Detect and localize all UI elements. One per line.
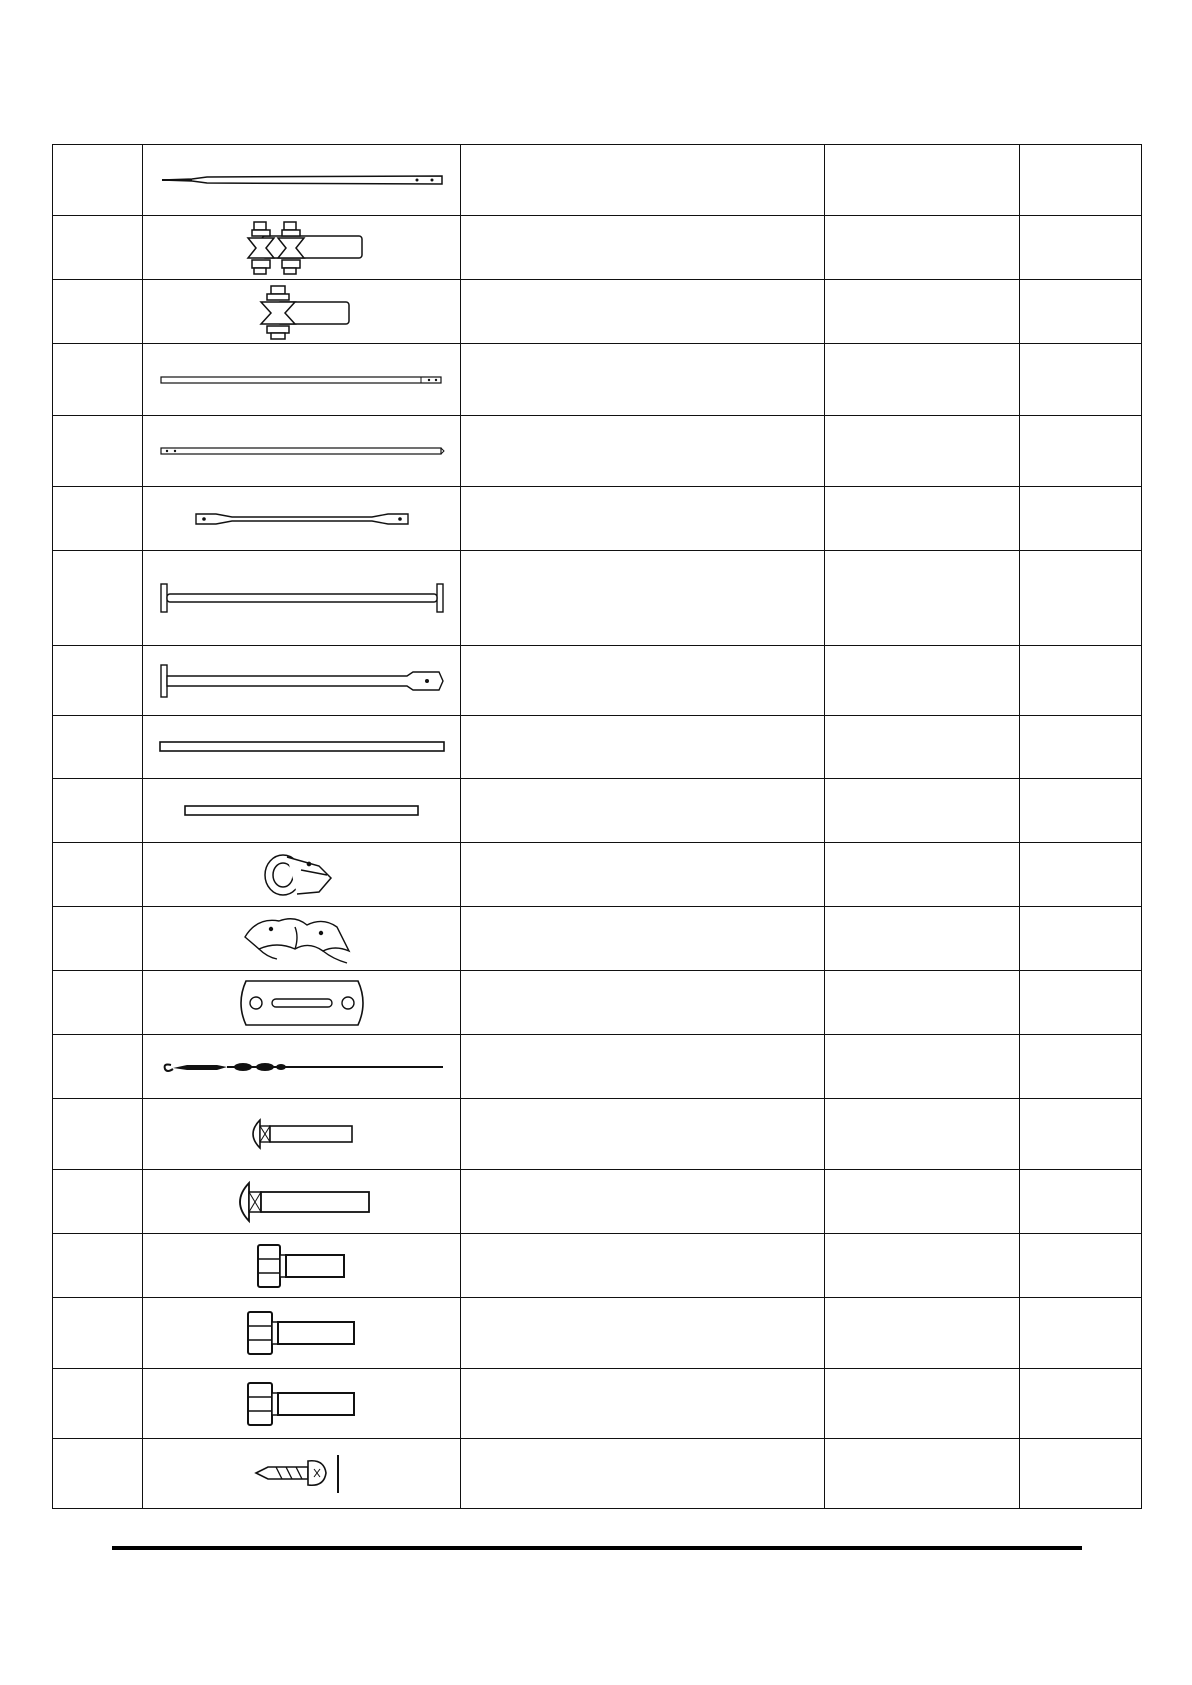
description-cell bbox=[461, 551, 825, 646]
part-illustration-cell bbox=[143, 779, 461, 843]
turnbuckle-cable-icon bbox=[157, 1055, 447, 1079]
quantity-cell bbox=[1020, 646, 1142, 716]
quantity-cell bbox=[1020, 416, 1142, 487]
quantity-cell bbox=[1020, 145, 1142, 216]
quantity-cell bbox=[1020, 1234, 1142, 1298]
quantity-cell bbox=[1020, 971, 1142, 1035]
part-illustration-cell bbox=[143, 971, 461, 1035]
description-cell bbox=[461, 1170, 825, 1234]
description-cell bbox=[461, 487, 825, 551]
spec-cell bbox=[825, 280, 1020, 344]
tapered-rod-icon bbox=[152, 168, 452, 192]
part-illustration-cell bbox=[143, 145, 461, 216]
table-row bbox=[53, 145, 1142, 216]
hex-bolt-large-icon bbox=[242, 1379, 362, 1429]
quantity-cell bbox=[1020, 716, 1142, 779]
t-end-flat-bar-icon bbox=[157, 661, 447, 701]
part-illustration-cell bbox=[143, 907, 461, 971]
part-number-cell bbox=[53, 551, 143, 646]
double-roller-bracket-icon bbox=[232, 218, 372, 278]
description-cell bbox=[461, 843, 825, 907]
quantity-cell bbox=[1020, 907, 1142, 971]
part-illustration-cell bbox=[143, 344, 461, 416]
description-cell bbox=[461, 646, 825, 716]
quantity-cell bbox=[1020, 344, 1142, 416]
table-row bbox=[53, 971, 1142, 1035]
quantity-cell bbox=[1020, 280, 1142, 344]
double-pipe-clamp-icon bbox=[237, 911, 367, 967]
parts-table bbox=[52, 144, 1142, 1509]
spec-cell bbox=[825, 145, 1020, 216]
quantity-cell bbox=[1020, 487, 1142, 551]
table-row bbox=[53, 487, 1142, 551]
spec-cell bbox=[825, 1035, 1020, 1099]
description-cell bbox=[461, 1439, 825, 1509]
part-illustration-cell bbox=[143, 1099, 461, 1170]
description-cell bbox=[461, 779, 825, 843]
description-cell bbox=[461, 971, 825, 1035]
part-number-cell bbox=[53, 280, 143, 344]
part-number-cell bbox=[53, 145, 143, 216]
pipe-clamp-icon bbox=[257, 848, 347, 902]
table-row bbox=[53, 1439, 1142, 1509]
table-row bbox=[53, 280, 1142, 344]
part-number-cell bbox=[53, 344, 143, 416]
spec-cell bbox=[825, 646, 1020, 716]
spec-cell bbox=[825, 1298, 1020, 1369]
table-row bbox=[53, 716, 1142, 779]
spec-cell bbox=[825, 416, 1020, 487]
part-number-cell bbox=[53, 843, 143, 907]
spec-cell bbox=[825, 216, 1020, 280]
description-cell bbox=[461, 145, 825, 216]
long-tube-end-holes-right-icon bbox=[157, 370, 447, 390]
table-row bbox=[53, 1170, 1142, 1234]
spec-cell bbox=[825, 1099, 1020, 1170]
part-number-cell bbox=[53, 779, 143, 843]
part-number-cell bbox=[53, 1439, 143, 1509]
part-illustration-cell bbox=[143, 1298, 461, 1369]
table-row bbox=[53, 344, 1142, 416]
long-tube-end-holes-left-icon bbox=[157, 441, 447, 461]
description-cell bbox=[461, 907, 825, 971]
table-row bbox=[53, 1035, 1142, 1099]
part-number-cell bbox=[53, 907, 143, 971]
part-illustration-cell bbox=[143, 716, 461, 779]
spec-cell bbox=[825, 487, 1020, 551]
part-number-cell bbox=[53, 487, 143, 551]
quantity-cell bbox=[1020, 551, 1142, 646]
table-row bbox=[53, 907, 1142, 971]
quantity-cell bbox=[1020, 1035, 1142, 1099]
quantity-cell bbox=[1020, 843, 1142, 907]
part-illustration-cell bbox=[143, 646, 461, 716]
carriage-bolt-short-icon bbox=[242, 1114, 362, 1154]
description-cell bbox=[461, 416, 825, 487]
part-illustration-cell bbox=[143, 1439, 461, 1509]
quantity-cell bbox=[1020, 216, 1142, 280]
t-end-bar-icon bbox=[157, 580, 447, 616]
quantity-cell bbox=[1020, 1170, 1142, 1234]
spec-cell bbox=[825, 779, 1020, 843]
spec-cell bbox=[825, 907, 1020, 971]
part-number-cell bbox=[53, 646, 143, 716]
spec-cell bbox=[825, 1170, 1020, 1234]
part-number-cell bbox=[53, 716, 143, 779]
table-row bbox=[53, 416, 1142, 487]
table-row bbox=[53, 779, 1142, 843]
part-number-cell bbox=[53, 971, 143, 1035]
part-number-cell bbox=[53, 1369, 143, 1439]
description-cell bbox=[461, 1234, 825, 1298]
part-illustration-cell bbox=[143, 280, 461, 344]
footer-rule bbox=[112, 1546, 1082, 1550]
part-illustration-cell bbox=[143, 416, 461, 487]
part-number-cell bbox=[53, 1298, 143, 1369]
table-row bbox=[53, 646, 1142, 716]
long-flat-bar-icon bbox=[157, 739, 447, 755]
description-cell bbox=[461, 1099, 825, 1170]
description-cell bbox=[461, 1035, 825, 1099]
table-row bbox=[53, 843, 1142, 907]
part-number-cell bbox=[53, 1099, 143, 1170]
short-flat-bar-icon bbox=[182, 803, 422, 819]
description-cell bbox=[461, 280, 825, 344]
part-illustration-cell bbox=[143, 487, 461, 551]
description-cell bbox=[461, 344, 825, 416]
table-row bbox=[53, 1369, 1142, 1439]
quantity-cell bbox=[1020, 1369, 1142, 1439]
part-number-cell bbox=[53, 216, 143, 280]
description-cell bbox=[461, 1298, 825, 1369]
spec-cell bbox=[825, 716, 1020, 779]
carriage-bolt-long-icon bbox=[229, 1179, 375, 1225]
part-illustration-cell bbox=[143, 1035, 461, 1099]
slotted-plate-icon bbox=[232, 977, 372, 1029]
hex-bolt-small-icon bbox=[252, 1241, 352, 1291]
part-illustration-cell bbox=[143, 551, 461, 646]
description-cell bbox=[461, 1369, 825, 1439]
table-row bbox=[53, 216, 1142, 280]
table-row bbox=[53, 1234, 1142, 1298]
part-number-cell bbox=[53, 416, 143, 487]
part-illustration-cell bbox=[143, 843, 461, 907]
quantity-cell bbox=[1020, 1298, 1142, 1369]
quantity-cell bbox=[1020, 1099, 1142, 1170]
spec-cell bbox=[825, 1439, 1020, 1509]
flat-brace-icon bbox=[192, 509, 412, 529]
part-illustration-cell bbox=[143, 216, 461, 280]
spec-cell bbox=[825, 551, 1020, 646]
description-cell bbox=[461, 716, 825, 779]
spec-cell bbox=[825, 1369, 1020, 1439]
part-number-cell bbox=[53, 1035, 143, 1099]
hex-bolt-medium-icon bbox=[242, 1308, 362, 1358]
description-cell bbox=[461, 216, 825, 280]
table-row bbox=[53, 1298, 1142, 1369]
spec-cell bbox=[825, 843, 1020, 907]
part-illustration-cell bbox=[143, 1369, 461, 1439]
part-illustration-cell bbox=[143, 1234, 461, 1298]
part-number-cell bbox=[53, 1234, 143, 1298]
spec-cell bbox=[825, 1234, 1020, 1298]
table-row bbox=[53, 1099, 1142, 1170]
table-row bbox=[53, 551, 1142, 646]
single-roller-bracket-icon bbox=[247, 282, 357, 342]
quantity-cell bbox=[1020, 779, 1142, 843]
spec-cell bbox=[825, 971, 1020, 1035]
self-tapping-screw-icon bbox=[252, 1451, 352, 1497]
part-illustration-cell bbox=[143, 1170, 461, 1234]
spec-cell bbox=[825, 344, 1020, 416]
quantity-cell bbox=[1020, 1439, 1142, 1509]
part-number-cell bbox=[53, 1170, 143, 1234]
